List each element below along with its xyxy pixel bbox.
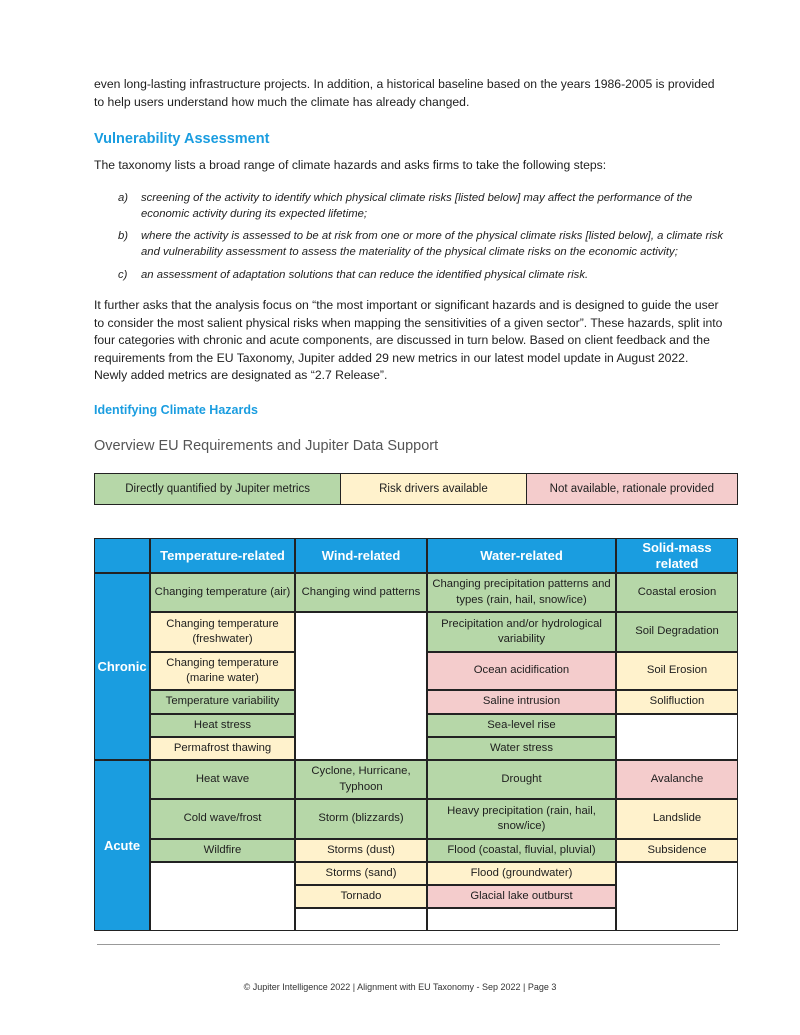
hazard-cell: Cold wave/frost xyxy=(150,799,295,839)
column-header: Temperature-related xyxy=(150,538,295,573)
hazard-cell: Glacial lake outburst xyxy=(427,885,616,908)
vulnerability-heading: Vulnerability Assessment xyxy=(94,131,270,147)
legend-risk-drivers: Risk drivers available xyxy=(341,474,526,504)
hazard-cell: Changing temperature (freshwater) xyxy=(150,612,295,652)
step-item xyxy=(118,229,730,260)
hazard-cell: Flood (groundwater) xyxy=(427,862,616,885)
hazard-cell: Permafrost thawing xyxy=(150,737,295,760)
step-label: c) xyxy=(118,269,128,281)
hazard-cell: Storms (sand) xyxy=(295,862,427,885)
intro-paragraph: even long-lasting infrastructure projects. In addition, a historical baseline based on the years 1986-2005 is provided to help users understand how much the climate has already changed. xyxy=(94,77,715,109)
column-header: Wind-related xyxy=(295,538,427,573)
legend-not-available: Not available, rationale provided xyxy=(527,474,737,504)
hazard-cell: Landslide xyxy=(616,799,738,839)
column-header: Water-related xyxy=(427,538,616,573)
empty-cell xyxy=(150,862,295,931)
hazard-cell: Wildfire xyxy=(150,839,295,862)
step-label: b) xyxy=(118,230,129,242)
hazard-cell: Water stress xyxy=(427,737,616,760)
empty-cell xyxy=(295,908,427,931)
column-header: Solid-mass related xyxy=(616,538,738,573)
hazard-cell: Changing temperature (marine water) xyxy=(150,652,295,690)
hazards-heading: Identifying Climate Hazards xyxy=(94,403,258,417)
step-label: a) xyxy=(118,192,129,204)
legend-quantified: Directly quantified by Jupiter metrics xyxy=(95,474,341,504)
hazard-cell: Soil Erosion xyxy=(616,652,738,690)
step-text: an assessment of adaptation solutions that can reduce the identified physical climate risk. xyxy=(141,269,589,281)
hazard-cell: Solifluction xyxy=(616,690,738,714)
row-group-chronic: Chronic xyxy=(94,573,150,760)
hazard-cell: Tornado xyxy=(295,885,427,908)
vulnerability-paragraph: It further asks that the analysis focus on “the most important or significant hazards and is designed to guide the user to consider the most salient physical risks when mapping the sensitivities of a given sector”. These hazards, split into four categories with chronic and acute components, are discussed in turn below. Based on client feedback and the requirements from the EU Taxonomy, Jupiter added 29 new metrics in our latest model update in August 2022. Newly added metrics are designated as “2.7 Release”. xyxy=(94,298,723,382)
hazard-cell: Soil Degradation xyxy=(616,612,738,652)
hazard-cell: Cyclone, Hurricane, Typhoon xyxy=(295,760,427,799)
vulnerability-intro: The taxonomy lists a broad range of climate hazards and asks firms to take the following steps: xyxy=(94,158,607,172)
step-item xyxy=(118,268,730,284)
hazard-cell: Sea-level rise xyxy=(427,714,616,737)
row-group-acute: Acute xyxy=(94,760,150,931)
step-item xyxy=(118,191,730,222)
hazard-cell: Changing temperature (air) xyxy=(150,573,295,612)
hazard-cell: Drought xyxy=(427,760,616,799)
empty-cell xyxy=(616,714,738,760)
hazard-cell: Saline intrusion xyxy=(427,690,616,714)
empty-cell xyxy=(616,862,738,931)
empty-cell xyxy=(295,612,427,760)
table-subtitle: Overview EU Requirements and Jupiter Data Support xyxy=(94,438,439,454)
table-corner xyxy=(94,538,150,573)
hazard-cell: Heavy precipitation (rain, hail, snow/ice) xyxy=(427,799,616,839)
hazard-cell: Changing wind patterns xyxy=(295,573,427,612)
step-text: where the activity is assessed to be at risk from one or more of the physical climate risks [listed below], a climate risk and vulnerability assessment to assess the materiality of the physical climate risks on the economic activity; xyxy=(141,230,724,258)
hazard-cell: Subsidence xyxy=(616,839,738,862)
hazard-cell: Flood (coastal, fluvial, pluvial) xyxy=(427,839,616,862)
steps-list xyxy=(118,191,730,284)
hazard-cell: Precipitation and/or hydrological variability xyxy=(427,612,616,652)
step-text: screening of the activity to identify which physical climate risks [listed below] may affect the performance of the economic activity during its expected lifetime; xyxy=(141,192,693,220)
hazard-cell: Avalanche xyxy=(616,760,738,799)
hazard-cell: Temperature variability xyxy=(150,690,295,714)
hazard-cell: Heat wave xyxy=(150,760,295,799)
hazard-table xyxy=(94,538,738,931)
page-footer: © Jupiter Intelligence 2022 | Alignment with EU Taxonomy - Sep 2022 | Page 3 xyxy=(243,982,557,992)
hazard-cell: Storms (dust) xyxy=(295,839,427,862)
legend xyxy=(94,473,738,505)
hazard-cell: Coastal erosion xyxy=(616,573,738,612)
hazard-cell: Storm (blizzards) xyxy=(295,799,427,839)
footer-divider xyxy=(97,944,720,945)
hazard-cell: Changing precipitation patterns and types (rain, hail, snow/ice) xyxy=(427,573,616,612)
empty-cell xyxy=(427,908,616,931)
hazard-cell: Heat stress xyxy=(150,714,295,737)
hazard-cell: Ocean acidification xyxy=(427,652,616,690)
